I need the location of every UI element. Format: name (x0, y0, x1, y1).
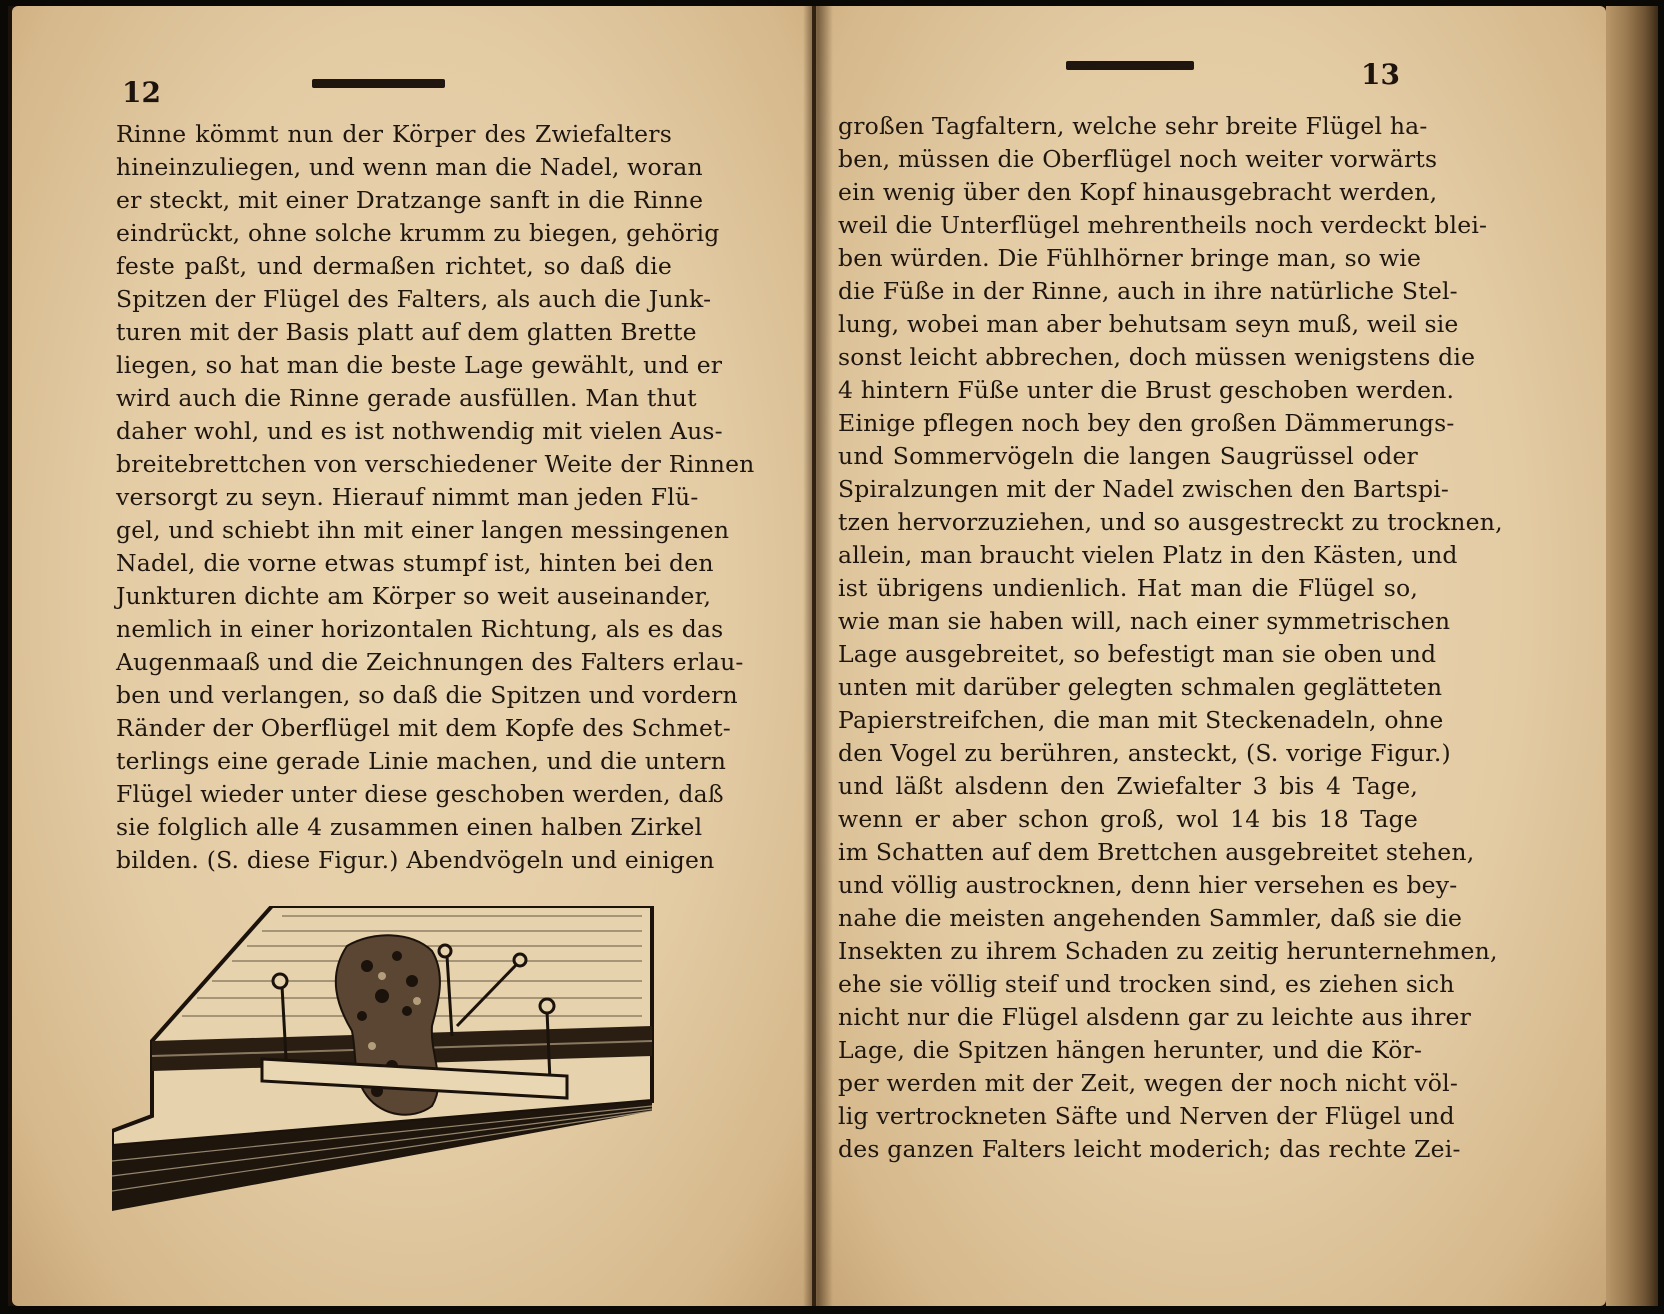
text-line: ein wenig über den Kopf hinausgebracht werden, (838, 178, 1438, 206)
text-line: im Schatten auf dem Brettchen ausgebreitet stehen, (838, 838, 1475, 866)
text-line: er steckt, mit einer Dratzange sanft in die Rinne (116, 186, 704, 214)
text-line: Einige pflegen noch bey den großen Dämmerungs- (838, 409, 1455, 437)
text-line: wird auch die Rinne gerade ausfüllen. Man thut (116, 384, 697, 412)
text-line: nicht nur die Flügel alsdenn gar zu leichte aus ihrer (838, 1003, 1472, 1031)
right-page (816, 6, 1606, 1306)
butterfly-spreading-board-woodcut (112, 906, 702, 1211)
text-line: Ränder der Oberflügel mit dem Kopfe des Schmet- (116, 714, 731, 742)
text-line: eindrückt, ohne solche krumm zu biegen, gehörig (116, 219, 720, 247)
text-line: 4 hintern Füße unter die Brust geschoben werden. (838, 376, 1455, 404)
text-line: versorgt zu seyn. Hierauf nimmt man jeden Flü- (116, 483, 699, 511)
text-line: liegen, so hat man die beste Lage gewählt, und er (116, 351, 723, 379)
text-line: lung, wobei man aber behutsam seyn muß, weil sie (838, 310, 1459, 338)
text-line: und völlig austrocknen, denn hier versehen es bey- (838, 871, 1458, 899)
text-line: terlings eine gerade Linie machen, und die untern (116, 747, 727, 775)
text-line: Spiralzungen mit der Nadel zwischen den Bartspi- (838, 475, 1450, 503)
text-line: bilden. (S. diese Figur.) Abendvögeln und einigen (116, 846, 715, 874)
text-line: ben, müssen die Oberflügel noch weiter vorwärts (838, 145, 1438, 173)
text-line: des ganzen Falters leicht moderich; das rechte Zei- (838, 1135, 1461, 1163)
text-line: unten mit darüber gelegten schmalen geglätteten (838, 673, 1443, 701)
text-line: hineinzuliegen, und wenn man die Nadel, woran (116, 153, 703, 181)
text-line: tzen hervorzuziehen, und so ausgestreckt zu trocknen, (838, 508, 1503, 536)
text-line: wenn er aber schon groß, wol 14 bis 18 Tage (838, 805, 1418, 833)
page-edges (1606, 6, 1658, 1306)
text-line: und Sommervögeln die langen Saugrüssel oder (838, 442, 1418, 470)
right-page-text (838, 110, 1503, 1166)
text-line: Lage, die Spitzen hängen herunter, und die Kör- (838, 1036, 1423, 1064)
text-line: per werden mit der Zeit, wegen der noch nicht völ- (838, 1069, 1458, 1097)
text-line: Papierstreifchen, die man mit Steckenadeln, ohne (838, 706, 1444, 734)
book-gutter (803, 6, 833, 1306)
text-line: gel, und schiebt ihn mit einer langen messingenen (116, 516, 730, 544)
text-line: ehe sie völlig steif und trocken sind, es ziehen sich (838, 970, 1455, 998)
text-line: breitebrettchen von verschiedener Weite der Rinnen (116, 450, 755, 478)
text-line: Nadel, die vorne etwas stumpf ist, hinten bei den (116, 549, 714, 577)
text-line: Spitzen der Flügel des Falters, als auch die Junk- (116, 285, 712, 313)
left-header-rule (312, 79, 445, 88)
left-page (12, 6, 812, 1306)
right-page-number: 13 (1361, 58, 1400, 91)
right-header-rule (1066, 61, 1194, 70)
text-line: ben und verlangen, so daß die Spitzen und vordern (116, 681, 738, 709)
text-line: sie folglich alle 4 zusammen einen halben Zirkel (116, 813, 703, 841)
text-line: feste paßt, und dermaßen richtet, so daß die (116, 252, 672, 280)
text-line: wie man sie haben will, nach einer symmetrischen (838, 607, 1451, 635)
text-line: nahe die meisten angehenden Sammler, daß sie die (838, 904, 1463, 932)
text-line: und läßt alsdenn den Zwiefalter 3 bis 4 Tage, (838, 772, 1418, 800)
text-line: den Vogel zu berühren, ansteckt, (S. vorige Figur.) (838, 739, 1451, 767)
left-page-number: 12 (122, 76, 161, 109)
text-line: großen Tagfaltern, welche sehr breite Flügel ha- (838, 112, 1428, 140)
text-line: Insekten zu ihrem Schaden zu zeitig herunternehmen, (838, 937, 1498, 965)
text-line: allein, man braucht vielen Platz in den Kästen, und (838, 541, 1458, 569)
text-line: sonst leicht abbrechen, doch müssen wenigstens die (838, 343, 1476, 371)
text-line: Lage ausgebreitet, so befestigt man sie oben und (838, 640, 1437, 668)
text-line: Junkturen dichte am Körper so weit auseinander, (116, 582, 712, 610)
left-page-text (116, 118, 755, 877)
text-line: nemlich in einer horizontalen Richtung, als es das (116, 615, 724, 643)
text-line: die Füße in der Rinne, auch in ihre natürliche Stel- (838, 277, 1458, 305)
text-line: daher wohl, und es ist nothwendig mit vielen Aus- (116, 417, 723, 445)
text-line: Rinne kömmt nun der Körper des Zwiefalters (116, 120, 672, 148)
text-line: ist übrigens undienlich. Hat man die Flügel so, (838, 574, 1418, 602)
text-line: Augenmaaß und die Zeichnungen des Falters erlau- (116, 648, 744, 676)
text-line: turen mit der Basis platt auf dem glatten Brette (116, 318, 697, 346)
text-line: lig vertrockneten Säfte und Nerven der Flügel und (838, 1102, 1455, 1130)
text-line: weil die Unterflügel mehrentheils noch verdeckt blei- (838, 211, 1488, 239)
text-line: ben würden. Die Fühlhörner bringe man, so wie (838, 244, 1422, 272)
open-book (8, 6, 1658, 1306)
text-line: Flügel wieder unter diese geschoben werden, daß (116, 780, 724, 808)
